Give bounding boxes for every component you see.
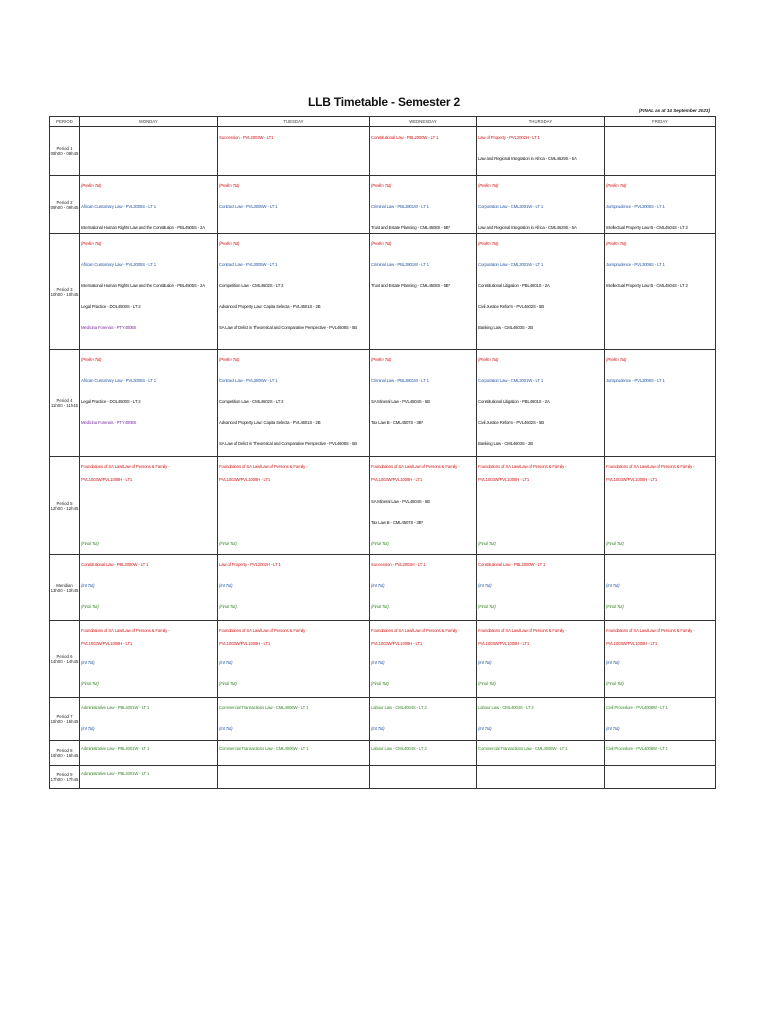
class-entry: PVL1003W/PVL1008H - LT1 [81,641,133,646]
class-entry: Administrative Law - PBL4001W - LT 1 [81,771,150,776]
period-cell [50,621,80,698]
class-entry: (Int Tut) [606,660,620,665]
period-cell [50,555,80,621]
table-row [50,457,716,555]
wednesday-slot [370,555,477,621]
class-entry: Medicina Forensis - PTY4008S [81,420,137,425]
header-thursday: THURSDAY [477,117,605,127]
period-name: Period 4 [56,398,73,403]
class-entry: (Final Tut) [478,681,496,686]
wednesday-slot [370,176,477,234]
class-entry: (Int Tut) [371,583,385,588]
period-time: 09h00 - 09h45 [50,204,79,210]
class-entry: (Int Tut) [81,726,95,731]
class-entry: SA Mineral Law - PVL4504S - 5B [371,499,430,504]
period-name: Period 9 [56,772,73,777]
class-entry: Administrative Law - PBL4001W - LT 1 [81,705,150,710]
tuesday-slot [218,350,370,457]
period-cell [50,766,80,789]
class-entry: (Prelim Tut) [81,241,102,246]
friday-slot [605,176,716,234]
period-time: 15h00 - 15h45 [50,719,79,724]
class-entry: Legal Practice - DOL4500S - LT 2 [81,399,141,404]
class-entry: PVL1003W/PVL1008H - LT1 [219,477,271,482]
tuesday-slot [218,234,370,350]
class-entry: Law of Property - PVL2002H - LT 1 [478,135,540,140]
class-entry: (Prelim Tut) [371,357,392,362]
class-entry: Competition Law - CML4602S - LT 2 [219,399,284,404]
thursday-slot [477,621,605,698]
class-entry: PVL1003W/PVL1008H - LT1 [606,641,658,646]
class-entry: Advanced Property Law: Capita Selecta - PVL4601S - 2B [219,420,321,425]
table-row [50,698,716,741]
table-row [50,741,716,766]
class-entry: Banking Law - CML4603S - 2B [478,441,533,446]
monday-slot [80,457,218,555]
class-entry: PVL1003W/PVL1008H - LT1 [371,477,423,482]
thursday-slot [477,350,605,457]
class-entry: Succession - PVL2003W - LT1 [219,135,274,140]
class-entry: (Int Tut) [219,583,233,588]
class-entry: (Prelim Tut) [478,241,499,246]
class-entry: Commercial Transactions Law - CML4006W - LT 1 [219,705,309,710]
class-entry: SA Law of Delict in Theoretical and Comparative Perspective - PVL4608S - 5B [219,441,357,446]
class-entry: Jurisprudence - PVL3006S - LT 1 [606,262,665,267]
period-name: Period 1 [56,146,73,151]
final-note: (FINAL as at 14 September 2023) [638,108,710,113]
class-entry: Law and Regional Integration in Africa - CML4629S - 5A [478,156,577,161]
class-entry: Jurisprudence - PVL3006S - LT 1 [606,378,665,383]
class-entry: Foundations of SA Law/Law of Persons & Family - [219,628,308,633]
wednesday-slot [370,766,477,789]
tuesday-slot [218,127,370,176]
class-entry: (Prelim Tut) [606,183,627,188]
tuesday-slot [218,621,370,698]
table-row [50,621,716,698]
friday-slot [605,457,716,555]
thursday-slot [477,766,605,789]
class-entry: (Final Tut) [606,541,624,546]
tuesday-slot [218,457,370,555]
period-cell [50,741,80,766]
period-cell [50,176,80,234]
class-entry: Foundations of SA Law/Law of Persons & Family - [606,464,695,469]
class-entry: Competition Law - CML4602S - LT 2 [219,283,284,288]
class-entry: Corporation Law - CML3001W - LT 1 [478,204,544,209]
class-entry: Civil Justice Reform - PVL4602S - 5B [478,304,545,309]
friday-slot [605,621,716,698]
monday-slot [80,621,218,698]
class-entry: (Int Tut) [478,583,492,588]
friday-slot [605,127,716,176]
period-time: 10h00 - 10h45 [50,291,79,297]
class-entry: Criminal Law - PBL3801W - LT 1 [371,378,429,383]
period-time: 16h00 - 16h45 [50,753,79,758]
class-entry: Foundations of SA Law/Law of Persons & Family - [371,464,460,469]
class-entry: (Prelim Tut) [219,241,240,246]
class-entry: Labour Law - CML4004S - LT 2 [478,705,534,710]
thursday-slot [477,127,605,176]
friday-slot [605,741,716,766]
header-wednesday: WEDNESDAY [370,117,477,127]
class-entry: Contract Law - PVL3005W - LT 1 [219,262,278,267]
class-entry: African Customary Law - PVL3005S - LT 1 [81,204,156,209]
class-entry: Advanced Property Law: Capita Selecta - PVL4601S - 2B [219,304,321,309]
class-entry: (Prelim Tut) [81,357,102,362]
table-row [50,766,716,789]
class-entry: African Customary Law - PVL3005S - LT 1 [81,262,156,267]
class-entry: (Final Tut) [81,604,99,609]
friday-slot [605,555,716,621]
header-friday: FRIDAY [605,117,716,127]
period-cell [50,457,80,555]
class-entry: (Final Tut) [606,681,624,686]
class-entry: Tax Law B - CML4507S - 3B* [371,520,423,525]
class-entry: Foundations of SA Law/Law of Persons & Family - [478,464,567,469]
class-entry: (Prelim Tut) [371,241,392,246]
class-entry: International Human Rights Law and the Constitution - PBL4505S - 2A [81,283,205,288]
period-time: 13h00 - 13h45 [50,587,79,593]
thursday-slot [477,741,605,766]
class-entry: (Int Tut) [478,726,492,731]
class-entry: (Int Tut) [81,583,95,588]
class-entry: (Int Tut) [606,726,620,731]
period-time: 08h00 - 08h45 [50,151,79,156]
class-entry: (Int Tut) [478,660,492,665]
wednesday-slot [370,234,477,350]
class-entry: (Int Tut) [81,660,95,665]
class-entry: Criminal Law - PBL3801W - LT 1 [371,262,429,267]
class-entry: Constitutional Law - PBL2000W - LT 1 [371,135,439,140]
class-entry: (Final Tut) [371,541,389,546]
tuesday-slot [218,176,370,234]
monday-slot [80,234,218,350]
class-entry: PVL1003W/PVL1008H - LT1 [478,477,530,482]
class-entry: (Final Tut) [371,681,389,686]
class-entry: (Prelim Tut) [478,357,499,362]
monday-slot [80,555,218,621]
class-entry: (Int Tut) [371,660,385,665]
class-entry: Foundations of SA Law/Law of Persons & Family - [81,628,170,633]
class-entry: PVL1003W/PVL1008H - LT1 [81,477,133,482]
table-row [50,127,716,176]
class-entry: Law of Property - PVL2002H - LT 1 [219,562,281,567]
tuesday-slot [218,741,370,766]
class-entry: Criminal Law - PBL3801W - LT 1 [371,204,429,209]
thursday-slot [477,176,605,234]
thursday-slot [477,234,605,350]
period-name: Period 6 [56,654,73,659]
class-entry: SA Law of Delict in Theoretical and Comparative Perspective - PVL4608S - 5B [219,325,357,330]
class-entry: Legal Practice - DOL4500S - LT 2 [81,304,141,309]
class-entry: Administrative Law - PBL4001W - LT 1 [81,746,150,751]
period-time: 12h00 - 12h45 [50,505,79,511]
wednesday-slot [370,621,477,698]
header-period: PERIOD [50,117,80,127]
class-entry: Foundations of SA Law/Law of Persons & Family - [371,628,460,633]
header-row [50,117,716,127]
class-entry: (Final Tut) [219,541,237,546]
period-cell [50,234,80,350]
period-name: Period 7 [56,714,73,719]
table-row [50,176,716,234]
tuesday-slot [218,698,370,741]
period-cell [50,127,80,176]
class-entry: Contract Law - PVL3005W - LT 1 [219,378,278,383]
period-name: Period 8 [56,748,73,753]
period-name: Period 2 [56,199,73,205]
wednesday-slot [370,698,477,741]
class-entry: Civil Justice Reform - PVL4602S - 5B [478,420,545,425]
timetable [49,116,716,789]
class-entry: Medicina Forensis - PTY4008S [81,325,137,330]
class-entry: (Prelim Tut) [371,183,392,188]
class-entry: (Prelim Tut) [478,183,499,188]
wednesday-slot [370,741,477,766]
tuesday-slot [218,766,370,789]
class-entry: Contract Law - PVL3005W - LT 1 [219,204,278,209]
class-entry: Constitutional Law - PBL2000W - LT 1 [81,562,149,567]
friday-slot [605,234,716,350]
class-entry: PVL1003W/PVL1008H - LT1 [478,641,530,646]
class-entry: Trust and Estate Planning - CML4508S - 5B* [371,283,451,288]
monday-slot [80,698,218,741]
page-title: LLB Timetable - Semester 2 [308,95,460,109]
class-entry: (Final Tut) [81,541,99,546]
class-entry: (Int Tut) [219,660,233,665]
class-entry: (Final Tut) [219,604,237,609]
class-entry: Constitutional Litigation - PBL4601S - 2A [478,283,550,288]
class-entry: (Final Tut) [371,604,389,609]
wednesday-slot [370,350,477,457]
table-row [50,555,716,621]
monday-slot [80,350,218,457]
period-time: 14h00 - 14h45 [50,659,79,664]
period-name: Period 5 [56,500,73,506]
class-entry: PVL1003W/PVL1008H - LT1 [219,641,271,646]
wednesday-slot [370,127,477,176]
class-entry: Commercial Transactions Law - CML4006W - LT 1 [478,746,568,751]
class-entry: Trust and Estate Planning - CML4508S - 5B* [371,225,451,230]
monday-slot [80,741,218,766]
class-entry: Corporation Law - CML3001W - LT 1 [478,262,544,267]
class-entry: (Final Tut) [478,541,496,546]
monday-slot [80,766,218,789]
thursday-slot [477,457,605,555]
period-cell [50,698,80,741]
class-entry: (Int Tut) [219,726,233,731]
monday-slot [80,176,218,234]
period-time: 17h00 - 17h45 [50,777,79,782]
class-entry: Foundations of SA Law/Law of Persons & Family - [478,628,567,633]
class-entry: Constitutional Law - PBL2000W - LT 1 [478,562,546,567]
class-entry: Labour Law - CML4004S - LT 2 [371,746,427,751]
class-entry: Law and Regional Integration in Africa - CML4629S - 5A [478,225,577,230]
class-entry: (Prelim Tut) [219,357,240,362]
class-entry: (Final Tut) [478,604,496,609]
class-entry: Commercial Transactions Law - CML4006W - LT 1 [219,746,309,751]
class-entry: Intellectual Property Law B - CML4504S - LT 2 [606,283,688,288]
class-entry: Jurisprudence - PVL3006S - LT 1 [606,204,665,209]
class-entry: Civil Procedure - PVL4008W - LT 1 [606,746,668,751]
class-entry: SA Mineral Law - PVL4504S - 5B [371,399,430,404]
header-tuesday: TUESDAY [218,117,370,127]
class-entry: (Prelim Tut) [606,241,627,246]
friday-slot [605,766,716,789]
thursday-slot [477,698,605,741]
friday-slot [605,698,716,741]
class-entry: Banking Law - CML4603S - 2B [478,325,533,330]
class-entry: (Prelim Tut) [606,357,627,362]
class-entry: Civil Procedure - PVL4008W - LT 1 [606,705,668,710]
class-entry: Labour Law - CML4004S - LT 2 [371,705,427,710]
class-entry: (Prelim Tut) [219,183,240,188]
class-entry: Corporation Law - CML3001W - LT 1 [478,378,544,383]
header-monday: MONDAY [80,117,218,127]
period-cell [50,350,80,457]
class-entry: PVL1003W/PVL1008H - LT1 [606,477,658,482]
class-entry: Intellectual Property Law B - CML4504S - LT 2 [606,225,688,230]
period-name: Period 3 [56,286,73,292]
period-time: 11h00 - 11h45 [50,403,79,408]
class-entry: (Prelim Tut) [81,183,102,188]
class-entry: African Customary Law - PVL3005S - LT 1 [81,378,156,383]
thursday-slot [477,555,605,621]
class-entry: Foundations of SA Law/Law of Persons & Family - [219,464,308,469]
friday-slot [605,350,716,457]
class-entry: Tax Law B - CML4507S - 3B* [371,420,423,425]
table-row [50,350,716,457]
class-entry: Succession - PVL2003H - LT 1 [371,562,426,567]
period-name: Meridian [56,582,73,588]
tuesday-slot [218,555,370,621]
wednesday-slot [370,457,477,555]
class-entry: (Int Tut) [371,726,385,731]
table-row [50,234,716,350]
class-entry: (Final Tut) [606,604,624,609]
class-entry: Constitutional Litigation - PBL4601S - 2A [478,399,550,404]
class-entry: (Final Tut) [81,681,99,686]
class-entry: International Human Rights Law and the Constitution - PBL4505S - 2A [81,225,205,230]
class-entry: (Final Tut) [219,681,237,686]
class-entry: (Int Tut) [606,583,620,588]
class-entry: Foundations of SA Law/Law of Persons & Family - [606,628,695,633]
class-entry: Foundations of SA Law/Law of Persons & Family - [81,464,170,469]
class-entry: PVL1003W/PVL1008H - LT1 [371,641,423,646]
monday-slot [80,127,218,176]
